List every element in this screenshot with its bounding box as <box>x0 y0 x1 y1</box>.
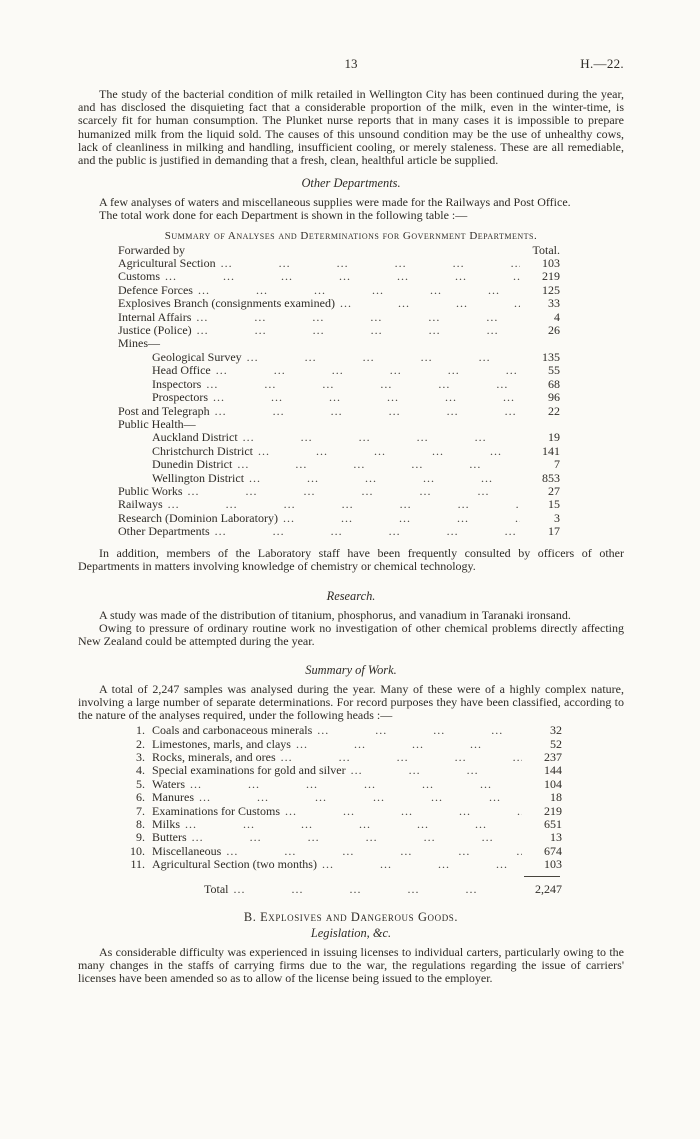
leader-dots <box>221 257 520 270</box>
heading-explosives-dangerous-goods: B. Explosives and Dangerous Goods. <box>243 910 459 925</box>
table-row <box>118 391 560 404</box>
table-row <box>118 284 560 297</box>
heading-legislation: Legislation, &c. <box>310 926 392 941</box>
column-header-total: Total. <box>532 242 560 257</box>
item-value: 52 <box>550 736 562 751</box>
leader-dots <box>185 818 522 831</box>
row-label: Agricultural Section <box>118 256 216 271</box>
item-number: 2. <box>136 736 145 751</box>
row-label: Head Office <box>152 363 211 378</box>
item-label: Coals and carbonaceous minerals <box>152 723 313 738</box>
leader-dots <box>296 738 522 751</box>
row-label: Auckland District <box>152 430 238 445</box>
row-value: 853 <box>542 470 560 485</box>
leader-dots <box>249 472 520 485</box>
paragraph-milk-study: The study of the bacterial condition of milk retailed in Wellington City has been continued during the year, and has disclosed the disquieting fact that a considerable proportion of the milk, even in the winter-time, is scarcely fit for human consumption. The Plunket nurse reports that in many cases it is impossible to prepare humanized milk from the liquid sold. The causes of this unsound condition may be the use of unhealthy cows, lack of cleanliness in milking and handling, insufficient cooling, or merely staleness. These are all remediable, and the public is justified in demanding that a fresh, clean, healthful article be supplied. <box>78 87 624 168</box>
page-header <box>78 56 624 73</box>
row-label: Prospectors <box>152 390 208 405</box>
row-label: Public Health— <box>118 416 196 431</box>
list-item <box>130 764 562 777</box>
page-number: 13 <box>344 56 358 71</box>
paragraph-waters-analyses: A few analyses of waters and miscellaneous supplies were made for the Railways and Post Office. <box>99 195 571 210</box>
row-label: Justice (Police) <box>118 323 192 338</box>
total-value: 2,247 <box>535 881 562 896</box>
item-label: Manures <box>152 790 194 805</box>
row-value: 55 <box>548 363 560 378</box>
item-number: 10. <box>130 843 145 858</box>
paragraph-licenses: As considerable difficulty was experienced in issuing licenses to individual carters, particularly owing to the many changes in the staffs of carrying firms due to the war, the regulations regarding the issue of carriers' licenses have been amended so as to allow of the license being issued to the employer. <box>78 945 624 986</box>
summary-table-body <box>130 724 562 871</box>
row-label: Geological Survey <box>152 349 242 364</box>
leader-dots <box>197 324 520 337</box>
heading-research: Research. <box>326 588 376 603</box>
list-item <box>130 805 562 818</box>
row-value: 19 <box>548 430 560 445</box>
leader-dots <box>215 525 520 538</box>
item-number: 1. <box>136 723 145 738</box>
row-value: 96 <box>548 390 560 405</box>
leader-dots <box>192 831 522 844</box>
table-row <box>118 311 560 324</box>
table-row <box>118 431 560 444</box>
table-row <box>118 324 560 337</box>
paragraph-consulted: In addition, members of the Laboratory staff have been frequently consulted by officers of other Departments in matters involving knowledge of chemistry or chemical technology. <box>78 545 624 573</box>
leader-dots <box>165 270 520 283</box>
departments-table-header <box>118 244 560 257</box>
paragraph-ironsand: A study was made of the distribution of titanium, phosphorus, and vanadium in Taranaki ironsand. <box>99 607 571 622</box>
row-label: Defence Forces <box>118 282 193 297</box>
item-number: 7. <box>136 803 145 818</box>
leader-dots <box>340 297 520 310</box>
row-label: Mines— <box>118 336 160 351</box>
leader-dots <box>317 724 522 737</box>
row-label: Inspectors <box>152 376 202 391</box>
leader-dots <box>199 791 522 804</box>
departments-table <box>118 244 560 539</box>
row-value: 141 <box>542 443 560 458</box>
row-label: Internal Affairs <box>118 309 192 324</box>
table-row <box>118 445 560 458</box>
item-number: 9. <box>136 830 145 845</box>
leader-dots <box>187 485 520 498</box>
list-item <box>130 845 562 858</box>
item-number: 5. <box>136 776 145 791</box>
item-number: 8. <box>136 817 145 832</box>
leader-dots <box>216 364 520 377</box>
table-row <box>118 257 560 270</box>
heading-other-departments: Other Departments. <box>301 176 401 191</box>
item-value: 18 <box>550 790 562 805</box>
leader-dots <box>247 351 520 364</box>
leader-dots <box>206 378 520 391</box>
item-label: Rocks, minerals, and ores <box>152 750 276 764</box>
row-value: 33 <box>548 296 560 311</box>
row-value: 4 <box>554 309 560 324</box>
item-value: 144 <box>544 763 562 778</box>
item-label: Waters <box>152 776 186 791</box>
row-label: Dunedin District <box>152 457 233 472</box>
row-label: Research (Dominion Laboratory) <box>118 510 278 525</box>
list-item <box>130 724 562 737</box>
leader-dots <box>351 764 522 777</box>
item-value: 651 <box>544 817 562 832</box>
row-value: 7 <box>554 457 560 472</box>
table-row <box>118 351 560 364</box>
list-item <box>130 738 562 751</box>
table-row <box>118 525 560 538</box>
table-row <box>118 364 560 377</box>
table-row <box>118 405 560 418</box>
item-number: 6. <box>136 790 145 805</box>
leader-dots <box>213 391 520 404</box>
row-value: 125 <box>542 282 560 297</box>
item-label: Milks <box>152 817 181 832</box>
column-header-forwarded-by: Forwarded by <box>118 242 185 257</box>
row-label: Post and Telegraph <box>118 403 210 418</box>
table-row <box>118 498 560 511</box>
leader-dots <box>196 311 520 324</box>
item-label: Examinations for Customs <box>152 803 280 818</box>
item-label: Butters <box>152 830 187 845</box>
list-item <box>130 858 562 871</box>
item-value: 219 <box>544 803 562 818</box>
row-value: 103 <box>542 256 560 271</box>
row-label: Other Departments <box>118 524 210 539</box>
table-row <box>118 472 560 485</box>
table-row <box>118 337 560 350</box>
list-item <box>130 751 562 764</box>
paragraph-summary-intro: A total of 2,247 samples was analysed during the year. Many of these were of a highly complex nature, involving a large number of separate determinations. For record purposes they have been classified, according to the nature of the analyses required, under the following heads :— <box>78 681 624 722</box>
total-label: Total <box>204 881 229 896</box>
row-label: Wellington District <box>152 470 245 485</box>
table-row <box>118 458 560 471</box>
item-label: Agricultural Section (two months) <box>152 857 317 872</box>
list-item <box>130 778 562 791</box>
table-caption: Summary of Analyses and Determinations for Government Departments. <box>164 229 538 242</box>
leader-dots <box>322 858 522 871</box>
leader-dots <box>258 445 520 458</box>
list-item <box>130 791 562 804</box>
document-reference: H.—22. <box>580 56 624 71</box>
item-value: 13 <box>550 830 562 845</box>
item-value: 32 <box>550 723 562 738</box>
summary-table <box>130 724 562 896</box>
leader-dots <box>234 883 523 896</box>
leader-dots <box>190 778 522 791</box>
row-label: Christchurch District <box>152 443 253 458</box>
item-value: 237 <box>544 750 562 764</box>
paragraph-routine-work: Owing to pressure of ordinary routine work no investigation of other chemical problems directly affecting New Zealand could be attempted during the year. <box>78 621 624 649</box>
table-row <box>118 485 560 498</box>
row-label: Public Works <box>118 483 183 498</box>
item-number: 3. <box>136 750 145 764</box>
leader-dots <box>281 751 522 764</box>
row-value: 68 <box>548 376 560 391</box>
item-value: 103 <box>544 857 562 872</box>
leader-dots <box>285 805 522 818</box>
total-rule <box>524 876 560 877</box>
leader-dots <box>215 405 520 418</box>
item-label: Miscellaneous <box>152 843 222 858</box>
row-label: Railways <box>118 497 163 512</box>
table-row <box>118 297 560 310</box>
leader-dots <box>283 512 520 525</box>
item-number: 11. <box>130 857 145 872</box>
row-value: 26 <box>548 323 560 338</box>
table-row <box>118 270 560 283</box>
heading-summary-of-work: Summary of Work. <box>305 662 397 677</box>
leader-dots <box>168 498 520 511</box>
leader-dots <box>226 845 522 858</box>
list-item <box>130 818 562 831</box>
item-label: Limestones, marls, and clays <box>152 736 291 751</box>
item-value: 104 <box>544 776 562 791</box>
row-value: 17 <box>548 524 560 539</box>
item-value: 674 <box>544 843 562 858</box>
row-label: Customs <box>118 269 161 284</box>
row-label: Explosives Branch (consignments examined) <box>118 296 335 311</box>
departments-table-body <box>118 257 560 539</box>
row-value: 3 <box>554 510 560 525</box>
leader-dots <box>198 284 520 297</box>
row-value: 135 <box>542 349 560 364</box>
table-row <box>118 418 560 431</box>
paragraph-table-intro: The total work done for each Department is shown in the following table :— <box>99 208 468 223</box>
row-value: 27 <box>548 483 560 498</box>
leader-dots <box>237 458 520 471</box>
table-row <box>118 512 560 525</box>
row-value: 15 <box>548 497 560 512</box>
item-label: Special examinations for gold and silver <box>152 763 346 778</box>
row-value: 22 <box>548 403 560 418</box>
row-value: 219 <box>542 269 560 284</box>
list-item <box>130 831 562 844</box>
item-number: 4. <box>136 763 145 778</box>
table-row <box>118 378 560 391</box>
leader-dots <box>243 431 520 444</box>
total-row <box>130 883 562 896</box>
